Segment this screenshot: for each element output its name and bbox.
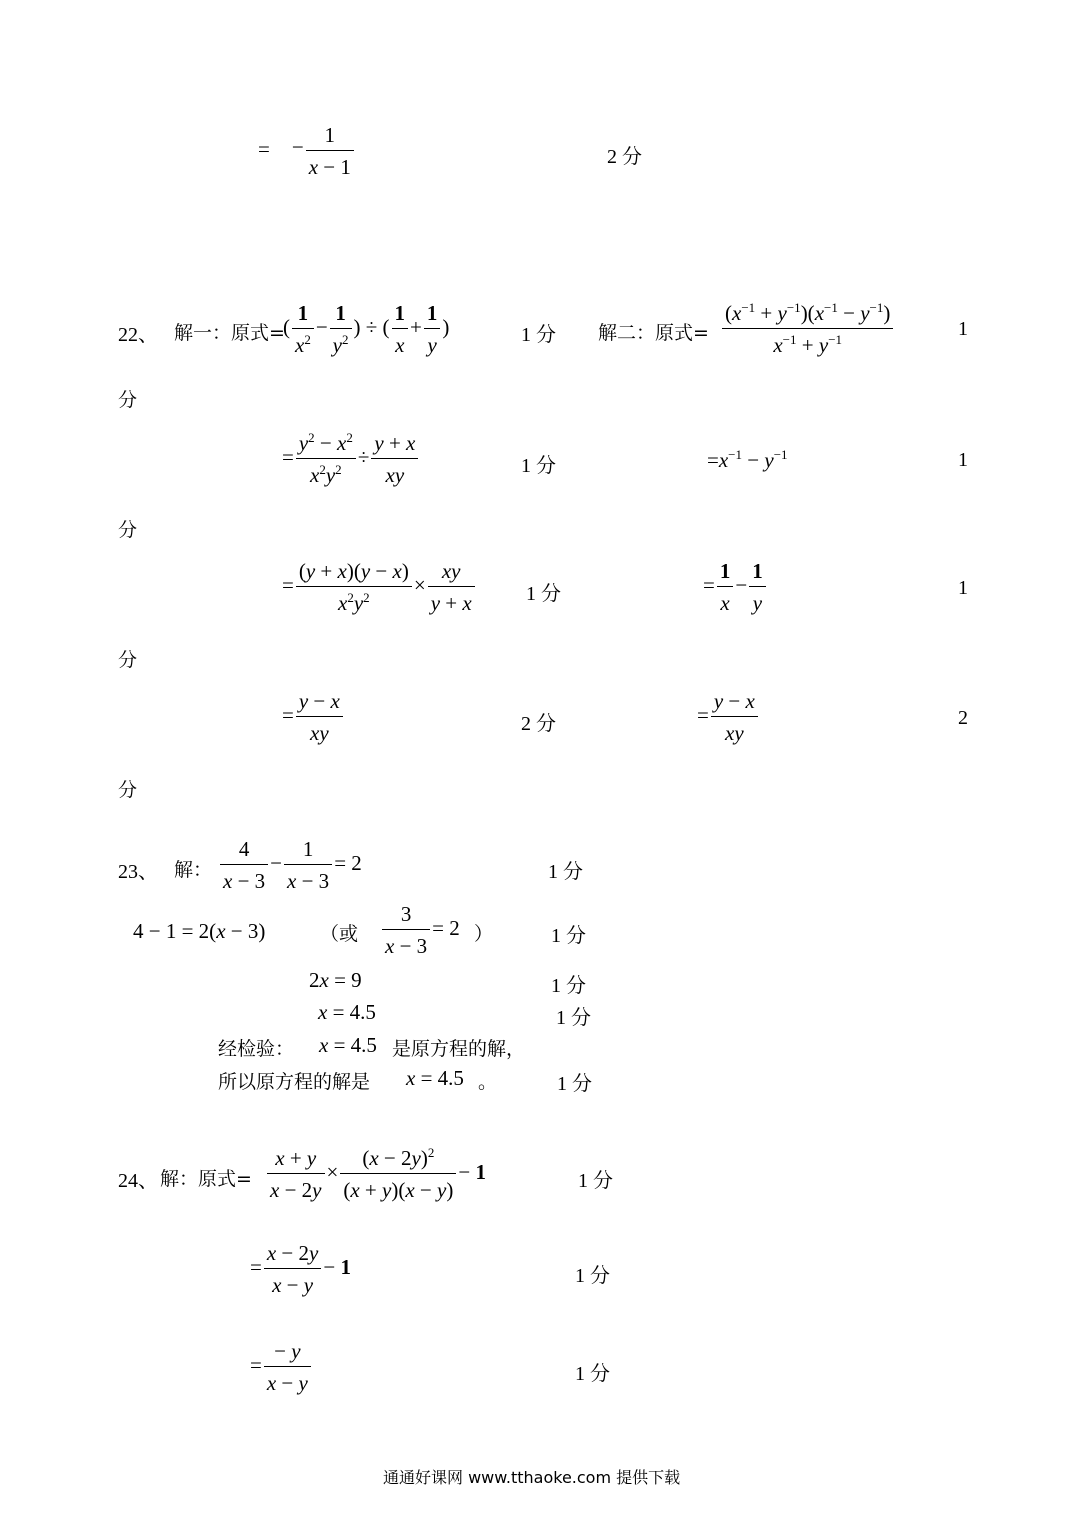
q24-step3: = $\frac{- y}{x - y}$ — [250, 1338, 313, 1397]
q22-score-m1-l4: 2 分 — [521, 713, 556, 735]
q22-method1-step3: = $\frac{(y + x)(y - x)}{x^2y^2}$ × $\frac{xy}{y + x}$ — [282, 558, 477, 617]
q23-score-2: 1 分 — [551, 925, 586, 947]
q24-step2: = $\frac{x - 2y}{x - y}$ − 1 — [250, 1241, 351, 1298]
q23-check-value: x = 4.5 — [319, 1033, 377, 1057]
q22-score-m1-l3: 1 分 — [526, 583, 561, 605]
q22-method2-step3: = $\frac{1}{x}$ − $\frac{1}{y}$ — [703, 558, 768, 617]
q23-conclusion-value: x = 4.5 — [406, 1066, 464, 1090]
q24-score-3: 1 分 — [575, 1363, 610, 1385]
q23-number: 23、 — [118, 861, 158, 883]
q22-wrap-fen-3: 分 — [118, 649, 138, 671]
q22-method2-step1: $\frac{(x^{-1} + y^{-1})(x^{-1} - y^{-1})}{x^{-1} + y^{-1}}$ — [720, 300, 895, 359]
q23-or-close: ） — [474, 923, 494, 945]
q22-wrap-fen-4: 分 — [118, 779, 138, 801]
q22-method2-label: 解二：原式= — [598, 322, 709, 344]
q23-score-5: 1 分 — [557, 1073, 592, 1095]
q23-check-suffix: 是原方程的解， — [392, 1038, 526, 1060]
q23-step4: x = 4.5 — [318, 1000, 376, 1024]
q22-score-m1-l1: 1 分 — [521, 324, 556, 346]
page-footer: 通通好课网 www.tthaoke.com 提供下载 — [383, 1468, 681, 1487]
q23-or-open: （或 — [320, 923, 359, 945]
q24-label: 解：原式= — [160, 1168, 252, 1190]
q22-method2-step4: = $\frac{y - x}{xy}$ — [697, 688, 760, 747]
q24-score-1: 1 分 — [578, 1170, 613, 1192]
q24-score-2: 1 分 — [575, 1265, 610, 1287]
q22-method1-step1: ( $\frac{1}{x^2}$ − $\frac{1}{y^2}$ ) ÷ ( $\frac{1}{x}$ + $\frac{1}{y}$ ) — [283, 301, 450, 358]
q22-score-m2-l2: 1 — [958, 449, 968, 471]
q22-wrap-fen-2: 分 — [118, 519, 138, 541]
q22-method2-step2: $=x^{-1} - y^{-1}$ — [707, 447, 788, 472]
q22-method1-label: 解一：原式= — [174, 322, 285, 344]
q24-step1: $\frac{x + y}{x - 2y}$ × $\frac{(x - 2y)^2}{(x + y)(x - y)}$ − 1 — [265, 1145, 486, 1204]
q22-score-m1-l2: 1 分 — [521, 455, 556, 477]
q24-number: 24、 — [118, 1170, 158, 1192]
q22-method1-step4: = $\frac{y - x}{xy}$ — [282, 688, 345, 747]
q22-wrap-fen-1: 分 — [118, 389, 138, 411]
q23-conclusion-suffix: 。 — [478, 1071, 498, 1093]
q22-score-m2-l3: 1 — [958, 577, 968, 599]
q21-score: 2 分 — [607, 146, 642, 168]
q23-score-3: 1 分 — [551, 975, 586, 997]
q23-step2: 4 − 1 = 2(x − 3) — [133, 919, 266, 943]
q22-score-m2-l1: 1 — [958, 318, 968, 340]
q23-check-prefix: 经检验： — [218, 1038, 295, 1060]
q21-final-step: = − $\frac{1}{x - 1}$ — [258, 122, 356, 181]
q22-method1-step2: = $\frac{y^2 - x^2}{x^2y^2}$ ÷ $\frac{y + x}{xy}$ — [282, 430, 420, 489]
q23-step3: 2x = 9 — [309, 968, 362, 992]
q23-conclusion-prefix: 所以原方程的解是 — [218, 1071, 371, 1093]
q23-alt-equation: $\frac{3}{x - 3}$ = 2 — [380, 901, 460, 960]
q22-number: 22、 — [118, 324, 158, 346]
q22-score-m2-l4: 2 — [958, 707, 968, 729]
q23-label: 解： — [174, 859, 213, 881]
q23-equation: $\frac{4}{x - 3}$ − $\frac{1}{x - 3}$ = 2 — [218, 836, 362, 895]
q23-score-1: 1 分 — [548, 861, 583, 883]
q23-score-4: 1 分 — [556, 1007, 591, 1029]
